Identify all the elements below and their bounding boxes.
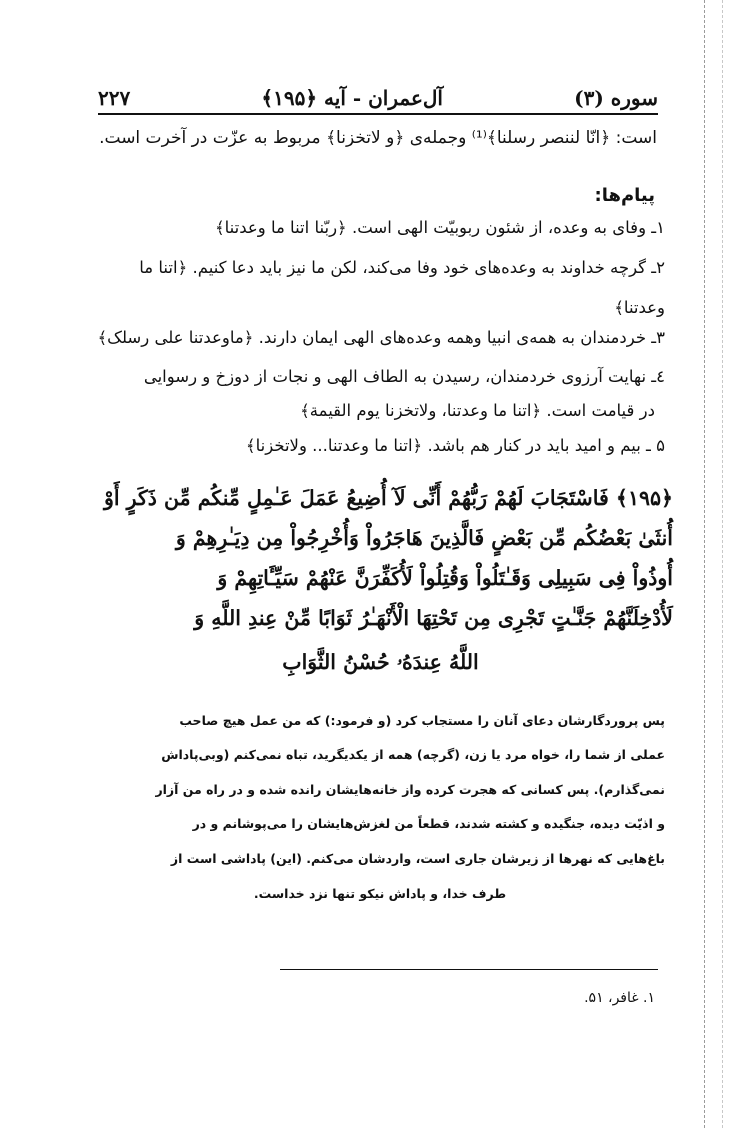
scan-edge bbox=[722, 0, 723, 1128]
verse-line: ﴿۱۹۵﴾ فَاسْتَجَابَ لَهُمْ رَبُّهُمْ أَنِّی لَآ أُضِیعُ عَمَلَ عَـٰمِلٍ مِّنکُم مِّن ذَکَرٍ أَوْ bbox=[103, 486, 673, 510]
verse-line: أُنثَىٰ بَعْضُکُم مِّن بَعْضٍ فَالَّذِینَ هَاجَرُواْ وَأُخْرِجُواْ مِن دِیَـٰرِهِمْ وَ bbox=[175, 526, 673, 550]
translation-line: و اذیّت دیده، جنگیده و کشته شدند، قطعاً من لغزش‌هایشان را می‌پوشانم و در bbox=[192, 816, 665, 831]
translation-line: عملی از شما را، خواه مرد یا زن، (گرچه) همه از یکدیگرید، تباه نمی‌کنم (وبی‌پاداش bbox=[161, 747, 665, 762]
scan-edge bbox=[704, 0, 705, 1128]
footnote: ۱. غافر، ۵۱. bbox=[584, 990, 655, 1006]
surah-label: سوره (۳) bbox=[574, 86, 658, 110]
page-header bbox=[98, 80, 658, 110]
translation-line: طرف خدا، و پاداش نیکو تنها نزد خداست. bbox=[253, 886, 507, 901]
translation-line: پس پروردگارشان دعای آنان را مستجاب کرد (و فرمود:) که من عمل هیچ صاحب bbox=[179, 713, 665, 728]
verse-line: أُوذُواْ فِی سَبِیلِی وَقَـٰتَلُواْ وَقُتِلُواْ لَأُکَفِّرَنَّ عَنْهُمْ سَیِّـَٔاتِهِمْ وَ bbox=[217, 566, 673, 590]
translation-line: باغ‌هایی که نهرها از زیرشان جاری است، واردشان می‌کنم. (این) پاداشی است از bbox=[170, 851, 665, 866]
message-line: در قیامت است. ﴿اتنا ما وعدتنا، ولاتخزنا یوم القیمة﴾ bbox=[300, 401, 655, 420]
page-number: ۲۲۷ bbox=[98, 86, 131, 110]
intro-text: است: ﴿انّا لننصر رسلنا﴾⁽¹⁾ وجمله‌ی ﴿و لاتخزنا﴾ مربوط به عزّت در آخرت است. bbox=[99, 128, 657, 148]
verse-line: اللَّهُ عِندَهُۥ حُسْنُ الثَّوَابِ bbox=[282, 650, 479, 674]
message-line: وعدتنا﴾ bbox=[614, 298, 665, 317]
message-line: ٤ـ نهایت آرزوی خردمندان، رسیدن به الطاف الهی و نجات از دوزخ و رسوایی bbox=[143, 367, 665, 386]
verse-reference: آل‌عمران - آیه ﴿۱۹۵﴾ bbox=[261, 86, 443, 110]
header-rule bbox=[98, 113, 658, 115]
translation-line: نمی‌گذارم). پس کسانی که هجرت کرده واز خانه‌هایشان رانده شده و در راه من آزار bbox=[155, 782, 665, 797]
footnote-rule bbox=[280, 969, 658, 970]
messages-heading: پیام‌ها: bbox=[594, 185, 655, 206]
verse-line: لَأُدْخِلَنَّهُمْ جَنَّـٰتٍ تَجْرِی مِن تَحْتِهَا الْأَنْهَـٰرُ ثَوَابًا مِّنْ عِندِ اللَّهِ وَ bbox=[194, 606, 673, 630]
message-line: ۵ ـ بیم و امید باید در کنار هم باشد. ﴿اتنا ما وعدتنا... ولاتخزنا﴾ bbox=[245, 436, 665, 455]
message-line: ۲ـ گرچه خداوند به وعده‌های خود وفا می‌کند، لکن ما نیز باید دعا کنیم. ﴿اتنا ما bbox=[139, 258, 665, 277]
message-line: ۳ـ خردمندان به همه‌ی انبیا وهمه وعده‌های الهی ایمان دارند. ﴿ماوعدتنا علی رسلک﴾ bbox=[97, 328, 665, 347]
message-line: ۱ـ وفای به وعده، از شئون ربوبیّت الهی است. ﴿ربّنا اتنا ما وعدتنا﴾ bbox=[214, 218, 665, 237]
